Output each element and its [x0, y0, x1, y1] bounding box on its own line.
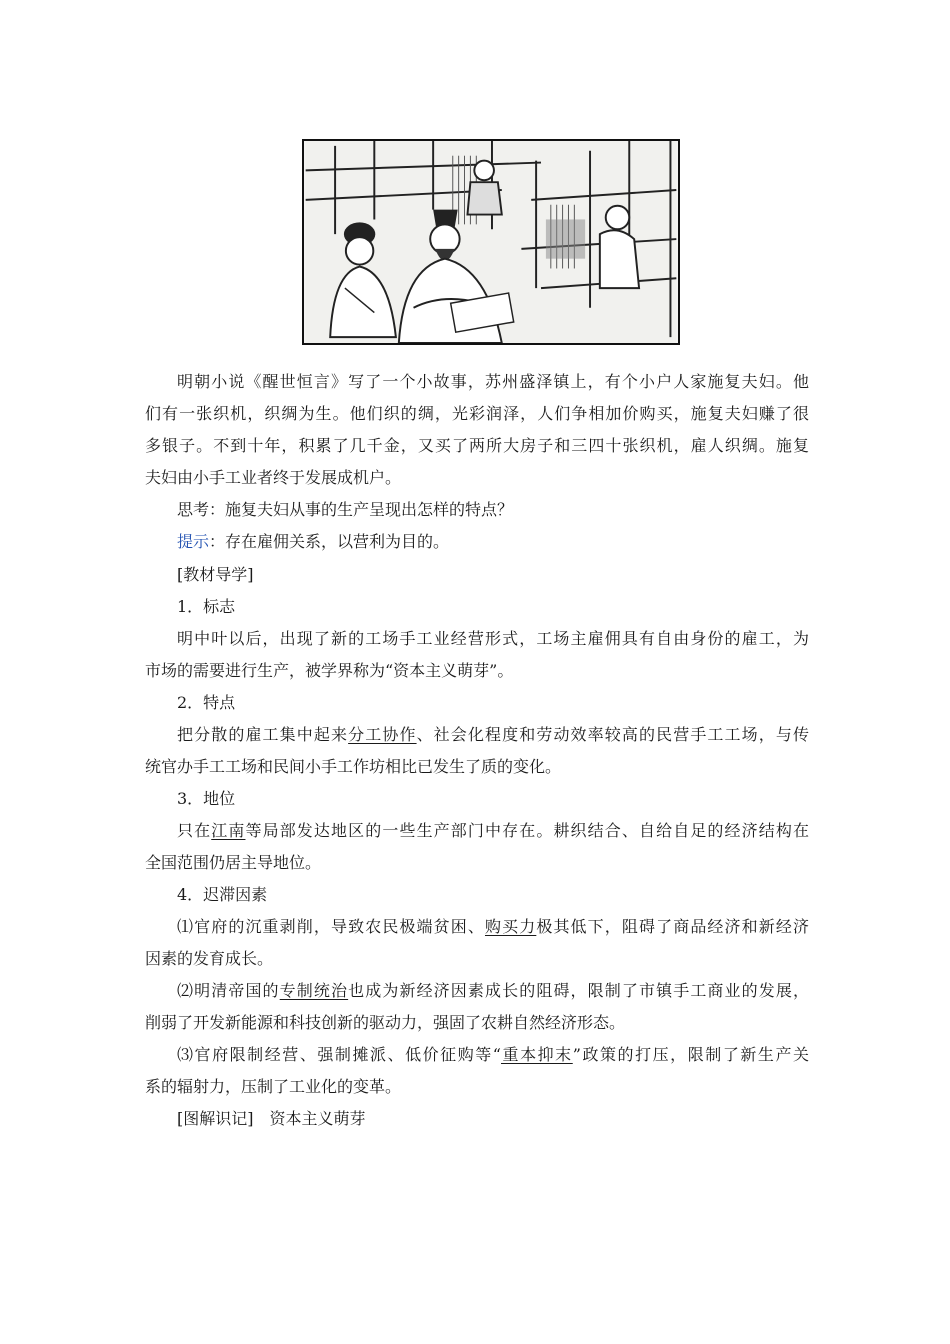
text-span: 等局部发达地区的一些生产部门中存在。耕织结合、自给自足的经济结构在 [245, 821, 809, 840]
section-2-line-1 [145, 723, 809, 747]
hint-text: ：存在雇佣关系，以营利为目的。 [209, 532, 450, 551]
illustration-drawing [304, 141, 678, 343]
underlined-term: 分工协作 [348, 725, 417, 744]
section-2-line-2: 统官办手工工场和民间小手工作坊相比已发生了质的变化。 [145, 757, 562, 776]
underlined-term: 购买力 [484, 917, 537, 936]
section-1-line-2: 市场的需要进行生产，被学界称为“资本主义萌芽”。 [145, 661, 514, 680]
section-3-line-2: 全国范围仍居主导地位。 [145, 853, 322, 872]
section-4-item-3-line-1 [145, 1043, 809, 1067]
diagram-title: [图解识记] 资本主义萌芽 [177, 1109, 366, 1128]
story-line-1: 明朝小说《醒世恒言》写了一个小故事，苏州盛泽镇上，有个小户人家施复夫妇。他 [177, 372, 809, 391]
section-4-item-1-line-2: 因素的发育成长。 [145, 949, 274, 968]
section-4-item-2-line-2: 削弱了开发新能源和科技创新的驱动力，强固了农耕自然经济形态。 [145, 1013, 626, 1032]
hint-line [145, 530, 449, 554]
text-span: 极其低下，阻碍了商品经济和新经济 [536, 917, 809, 936]
hint-label: 提示 [177, 532, 210, 551]
text-span: ⑴官府的沉重剥削，导致农民极端贫困、 [177, 917, 485, 936]
text-span: 、社会化程度和劳动效率较高的民营手工工场，与传 [416, 725, 809, 744]
story-line-2: 们有一张织机，织绸为生。他们织的绸，光彩润泽，人们争相加价购买，施复夫妇赚了很 [145, 404, 809, 423]
section-4-item-1-line-1 [145, 915, 809, 939]
text-span: 把分散的雇工集中起来 [177, 725, 349, 744]
section-2-title: 2．特点 [177, 693, 236, 712]
text-span: 也成为新经济因素成长的阻碍，限制了市镇手工商业的发展， [348, 981, 809, 1000]
story-line-4: 夫妇由小手工业者终于发展成机户。 [145, 468, 402, 487]
guide-title: [教材导学] [177, 565, 254, 584]
section-3-title: 3．地位 [177, 789, 236, 808]
section-4-item-2-line-1 [145, 979, 809, 1003]
section-4-item-3-line-2: 系的辐射力，压制了工业化的变革。 [145, 1077, 402, 1096]
underlined-term: 江南 [211, 821, 246, 840]
think-question: 思考：施复夫妇从事的生产呈现出怎样的特点？ [177, 500, 514, 519]
section-3-line-1 [145, 819, 809, 843]
underlined-term: 重本抑末 [501, 1045, 573, 1064]
section-1-title: 1．标志 [177, 597, 236, 616]
section-1-line-1: 明中叶以后，出现了新的工场手工业经营形式，工场主雇佣具有自由身份的雇工，为 [177, 629, 809, 648]
underlined-term: 专制统治 [279, 981, 349, 1000]
text-span: ⑵明清帝国的 [177, 981, 280, 1000]
section-4-title: 4．迟滞因素 [177, 885, 268, 904]
weaving-workshop-illustration [302, 139, 680, 345]
text-span: 只在 [177, 821, 212, 840]
text-span: ”政策的打压，限制了新生产关 [572, 1045, 809, 1064]
story-line-3: 多银子。不到十年，积累了几千金，又买了两所大房子和三四十张织机，雇人织绸。施复 [145, 436, 809, 455]
text-span: ⑶官府限制经营、强制摊派、低价征购等“ [177, 1045, 501, 1064]
